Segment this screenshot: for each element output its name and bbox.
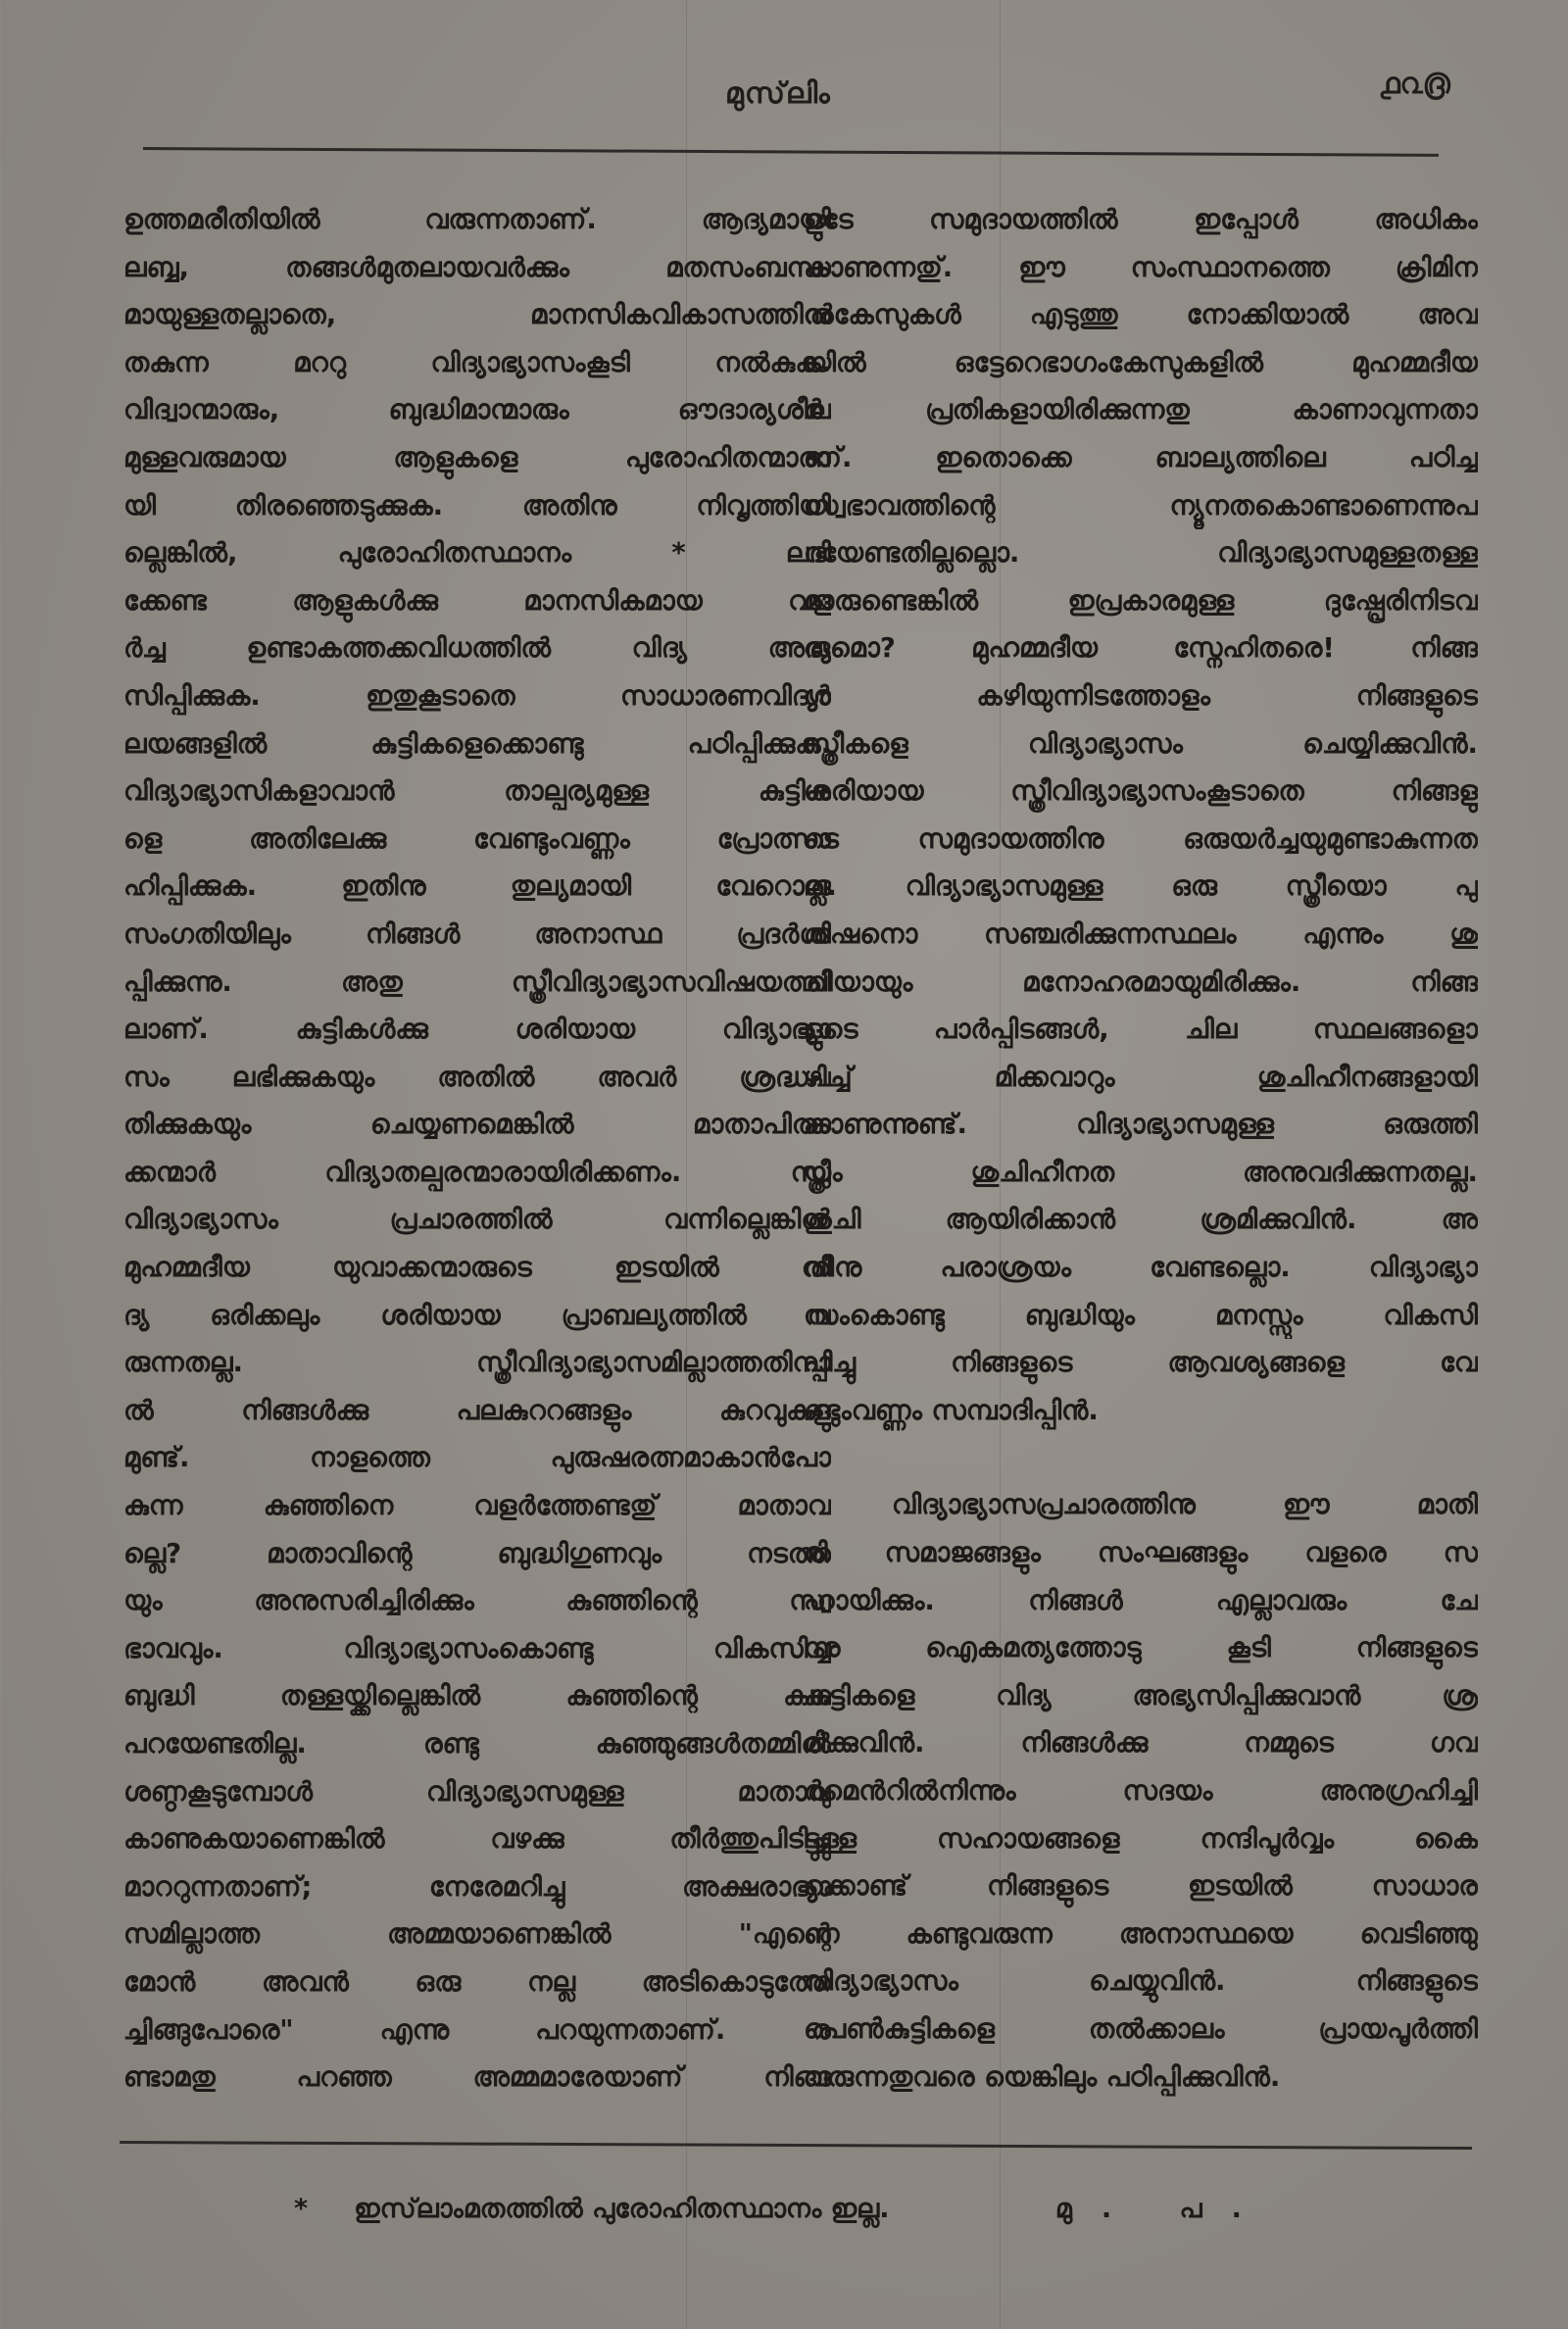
text-line: മാററുന്നതാണ്; നേരേമറിച്ചു അക്ഷരാഭ്യാ <box>123 1870 831 1903</box>
text-line: ളുടെ പാർപ്പിടങ്ങൾ, ചില സ്ഥലങ്ങളൊ <box>804 1014 1478 1046</box>
footnote <box>294 2194 1271 2225</box>
text-line: ക്കൊണ്ട് നിങ്ങളുടെ ഇടയിൽ സാധാര <box>804 1870 1478 1903</box>
right-column <box>804 196 1478 2101</box>
text-line: സംഗതിയിലും നിങ്ങൾ അനാസ്ഥ പ്രദർശി <box>123 917 831 950</box>
text-line: ശരിയായ സ്ത്രീവിദ്യാഭ്യാസംകൂടാതെ നിങ്ങളു <box>804 775 1478 808</box>
paragraph-gap <box>804 1434 1478 1481</box>
text-line: യിൽ ഒട്ടേറെഭാഗംകേസുകളിൽ മുഹമ്മദീയ <box>804 346 1478 378</box>
footnote-text: ഇസ്‌ലാംമതത്തിൽ പുരോഹിതസ്ഥാനം ഇല്ല. <box>354 2194 890 2224</box>
text-line: ദ്യ ഒരിക്കലും ശരിയായ പ്രാബല്യത്തിൽ വ <box>123 1299 831 1331</box>
text-line: യും അനുസരിച്ചിരിക്കും കുഞ്ഞിന്റെ സ്വ <box>123 1585 831 1617</box>
author-signature: മു. പ. <box>1054 2194 1271 2224</box>
text-line: മാരുണ്ടെങ്കിൽ ഇപ്രകാരമുള്ള ദുഷ്പ്രേരിനിടവ <box>804 584 1478 617</box>
text-line: മിക്കുവിൻ. നിങ്ങൾക്കു നമ്മുടെ ഗവ <box>804 1727 1478 1759</box>
text-line: സ്ത്രീകളെ വിദ്യാഭ്യാസം ചെയ്യിക്കുവിൻ. <box>804 727 1478 760</box>
text-line: സിപ്പിക്കുക. ഇതുകൂടാതെ സാധാരണവിദ്യാ <box>123 679 831 712</box>
text-line: ശുചി ആയിരിക്കാൻ ശ്രമിക്കുവിൻ. അ <box>804 1204 1478 1236</box>
text-line: ൽ നിങ്ങൾക്കു പലകുററങ്ങളും കുറവുകളു <box>123 1394 831 1426</box>
text-line: ല്ല. വിദ്യാഭ്യാസമുള്ള ഒരു സ്ത്രീയൊ പു <box>804 870 1478 903</box>
text-line: ർച്ച ഉണ്ടാകത്തക്കവിധത്തിൽ വിദ്യ അഭ്യ <box>123 632 831 665</box>
text-line: ഹിപ്പിക്കുക. ഇതിനു തുല്യമായി വേറൊരു <box>123 870 831 903</box>
text-line: മായുള്ളതല്ലാതെ, മാനസികവികാസത്തിനു <box>123 299 831 331</box>
text-line: കാണുന്നുണ്ട്. വിദ്യാഭ്യാസമുള്ള ഒരുത്തി <box>804 1109 1478 1141</box>
text-line: ളുടേ സമുദായത്തിൽ ഇപ്പോൾ അധികം <box>804 204 1478 235</box>
text-line: കുട്ടികളെ വിദ്യ അഭ്യസിപ്പിക്കുവാൻ ശ്ര <box>804 1679 1478 1711</box>
text-line: ൾ കഴിയുന്നിടത്തോളം നിങ്ങളുടെ <box>804 679 1478 712</box>
text-line: ല്ലെ? മാതാവിന്റെ ബുദ്ധിഗുണവും നടത്ത <box>123 1537 831 1569</box>
text-line: ഹായിക്കും. നിങ്ങൾ എല്ലാവരും ചേ <box>804 1584 1478 1616</box>
text-line: രുമൊ? മുഹമ്മദീയ സ്നേഹിതരെ! നിങ്ങ <box>804 632 1478 665</box>
footnote-marker: * <box>294 2194 309 2224</box>
text-line: ളെ അതിലേക്കു വേണ്ടുംവണ്ണം പ്രോത്സാ <box>123 822 831 855</box>
text-line: തിനു പരാശ്രയം വേണ്ടല്ലൊ. വിദ്യാഭ്യാ <box>804 1252 1478 1284</box>
text-line: ണ്ടുംവണ്ണം സമ്പാദിപ്പിൻ. <box>804 1394 1099 1426</box>
page-number: ൧൨൫ <box>1380 67 1450 101</box>
text-line: വരുന്നതുവരെ യെങ്കിലും പഠിപ്പിക്കുവിൻ. <box>804 2060 1281 2093</box>
text-line: ഉത്തമരീതിയിൽ വരുന്നതാണ്. ആദ്യമായി <box>123 204 831 235</box>
text-line: രുഷനൊ സഞ്ചരിക്കുന്നസ്ഥലം എന്നും ശു <box>804 917 1478 950</box>
scan-streak <box>686 0 687 2329</box>
text-line: റയേണ്ടതില്ലല്ലൊ. വിദ്യാഭ്യാസമുള്ളതള്ള <box>804 537 1478 570</box>
text-line: വിദ്യാഭ്യാസികളാവാൻ താല്പര്യമുള്ള കുട്ടിക <box>123 775 831 808</box>
text-line: ച്ചിങ്ങുപോരെ" എന്നു പറയുന്നതാണ്. ര <box>123 2013 831 2046</box>
footnote-divider <box>120 2141 1472 2150</box>
text-line: പെൺകുട്ടികളെ തൽക്കാലം പ്രായപൂർത്തി <box>804 2012 1478 2045</box>
left-column <box>123 196 831 2102</box>
text-line: മുഹമ്മദീയ യുവാക്കന്മാരുടെ ഇടയിൽ വി <box>123 1252 831 1284</box>
text-line: സമില്ലാത്ത അമ്മയാണെങ്കിൽ "എന്റെ <box>123 1918 831 1951</box>
text-line: ട്ടുള്ള സഹായങ്ങളെ നന്ദിപൂർവ്വം കൈ <box>804 1822 1478 1855</box>
text-line: മുണ്ട്. നാളത്തെ പുരുഷരത്നമാകാൻപോ <box>123 1442 831 1474</box>
text-line: വിദ്യാഭ്യാസം ചെയ്യുവിൻ. നിങ്ങളുടെ <box>804 1965 1478 1998</box>
text-line: ണ്. ഇതൊക്കെ ബാല്യത്തിലെ പഠിച്ച <box>804 441 1478 473</box>
text-line: ഭാവവും. വിദ്യാഭ്യാസംകൊണ്ടു വികസിച്ച <box>123 1632 831 1664</box>
text-line: മോൻ അവൻ ഒരു നല്ല അടികൊടുത്തേ <box>123 1965 831 1998</box>
scan-streak <box>1000 0 1001 2329</box>
text-line: പറയേണ്ടതില്ല. രണ്ടു കുഞ്ഞുങ്ങൾതമ്മിൽ <box>123 1728 831 1759</box>
text-line: രുന്നതല്ല. സ്ത്രീവിദ്യാഭ്യാസമില്ലാത്തതിനാ <box>123 1347 831 1379</box>
text-line: ർമെൻറിൽനിന്നും സദയം അനുഗ്രഹിച്ചി <box>804 1775 1478 1807</box>
text-line: ടെ സമുദായത്തിനു ഒരുയർച്ചയുമുണ്ടാകുന്നത <box>804 822 1478 855</box>
text-line: കുന്ന കുഞ്ഞിനെ വളർത്തേണ്ടതു് മാതാവ <box>123 1490 831 1522</box>
text-line: ണ്ടാമതു പറഞ്ഞ അമ്മമാരേയാണ് നിങ്ങ <box>123 2061 831 2094</box>
header-divider <box>143 147 1439 157</box>
text-line: ൽകേസുകൾ എടുത്തു നോക്കിയാൽ അവ <box>804 299 1478 331</box>
text-line: ക്കന്മാർ വിദ്യാതല്പരന്മാരായിരിക്കണം. സ്ത്രീ <box>123 1156 831 1188</box>
text-line: ർ പ്രതികളായിരിക്കുന്നതു കാണാവുന്നതാ <box>804 394 1478 426</box>
text-line: ലാണ്. കുട്ടികൾക്കു ശരിയായ വിദ്യാഭ്യാ <box>123 1014 831 1046</box>
text-line: ചിയായും മനോഹരമായുമിരിക്കും. നിങ്ങ <box>804 966 1478 998</box>
text-line: വിദ്യാഭ്യാസം പ്രചാരത്തിൽ വന്നില്ലെങ്കിൽ <box>123 1204 831 1236</box>
text-line: സ്വഭാവത്തിന്റെ ന്യൂനതകൊണ്ടാണെന്നുപ <box>804 489 1478 521</box>
page-header-title: മുസ്‌ലിം <box>725 76 831 111</box>
text-line: ക്കേണ്ട ആളുകൾക്കു മാനസികമായ വള <box>123 584 831 617</box>
text-line: വിദ്വാന്മാരും, ബുദ്ധിമാന്മാരും ഔദാര്യശീല <box>123 394 831 426</box>
text-line: ന്നു ഐകമത്യത്തോടു കൂടി നിങ്ങളുടെ <box>804 1632 1478 1664</box>
text-line: തിക്കുകയും ചെയ്യണമെങ്കിൽ മാതാപിതാ <box>123 1109 831 1141</box>
text-line: ല്ലെങ്കിൽ, പുരോഹിതസ്ഥാനം * ലഭി <box>123 537 831 570</box>
text-line: യി തിരഞ്ഞെടുക്കുക. അതിനു നിവൃത്തിയി <box>123 489 831 521</box>
text-line: ലബ്ബ, തങ്ങൾമുതലായവർക്കും മതസംബന്ധ <box>123 251 831 283</box>
text-line: യും ശുചിഹീനത അനുവദിക്കുന്നതല്ല. <box>804 1156 1478 1188</box>
text-line: തകുന്ന മററു വിദ്യാഭ്യാസംകൂടി നൽകുക. <box>123 346 831 378</box>
text-line: ഴിച്ച് മിക്കവാറും ശുചിഹീനങ്ങളായി <box>804 1061 1478 1093</box>
text-line: കാണുന്നതു്. ഈ സംസ്ഥാനത്തെ ക്രിമിന <box>804 251 1478 283</box>
text-line: പ്പിക്കുന്നു. അതു സ്ത്രീവിദ്യാഭ്യാസവിഷയത്തി <box>123 966 831 998</box>
text-line: ബുദ്ധി തള്ളയ്ക്കില്ലെങ്കിൽ കുഞ്ഞിന്റെ കഥ <box>123 1680 831 1712</box>
text-line: സം ലഭിക്കുകയും അതിൽ അവർ ശ്രദ്ധപ <box>123 1061 831 1093</box>
text-line: മുള്ളവരുമായ ആളുകളെ പുരോഹിതന്മാരാ <box>123 441 831 473</box>
text-line: സംകൊണ്ടു ബുദ്ധിയും മനസ്സും വികസി <box>804 1299 1478 1331</box>
text-line: ലയങ്ങളിൽ കുട്ടികളെക്കൊണ്ടു പഠിപ്പിക്കുക. <box>123 727 831 760</box>
text-line: പ്പിച്ചു നിങ്ങളുടെ ആവശ്യങ്ങളെ വേ <box>804 1347 1478 1379</box>
text-line: വിദ്യാഭ്യാസപ്രചാരത്തിനു ഈ മാതി <box>892 1489 1478 1521</box>
text-line: കാണുകയാണെങ്കിൽ വഴക്കു തീർത്തുപിടിച്ചു <box>123 1823 831 1856</box>
text-line: രി സമാജങ്ങളും സംഘങ്ങളും വളരെ സ <box>804 1537 1478 1569</box>
text-line: ണ കണ്ടുവരുന്ന അനാസ്ഥയെ വെടിഞ്ഞു <box>804 1917 1478 1950</box>
text-line: ശണ്ഠകൂടുമ്പോൾ വിദ്യാഭ്യാസമുള്ള മാതാവു <box>123 1775 831 1808</box>
